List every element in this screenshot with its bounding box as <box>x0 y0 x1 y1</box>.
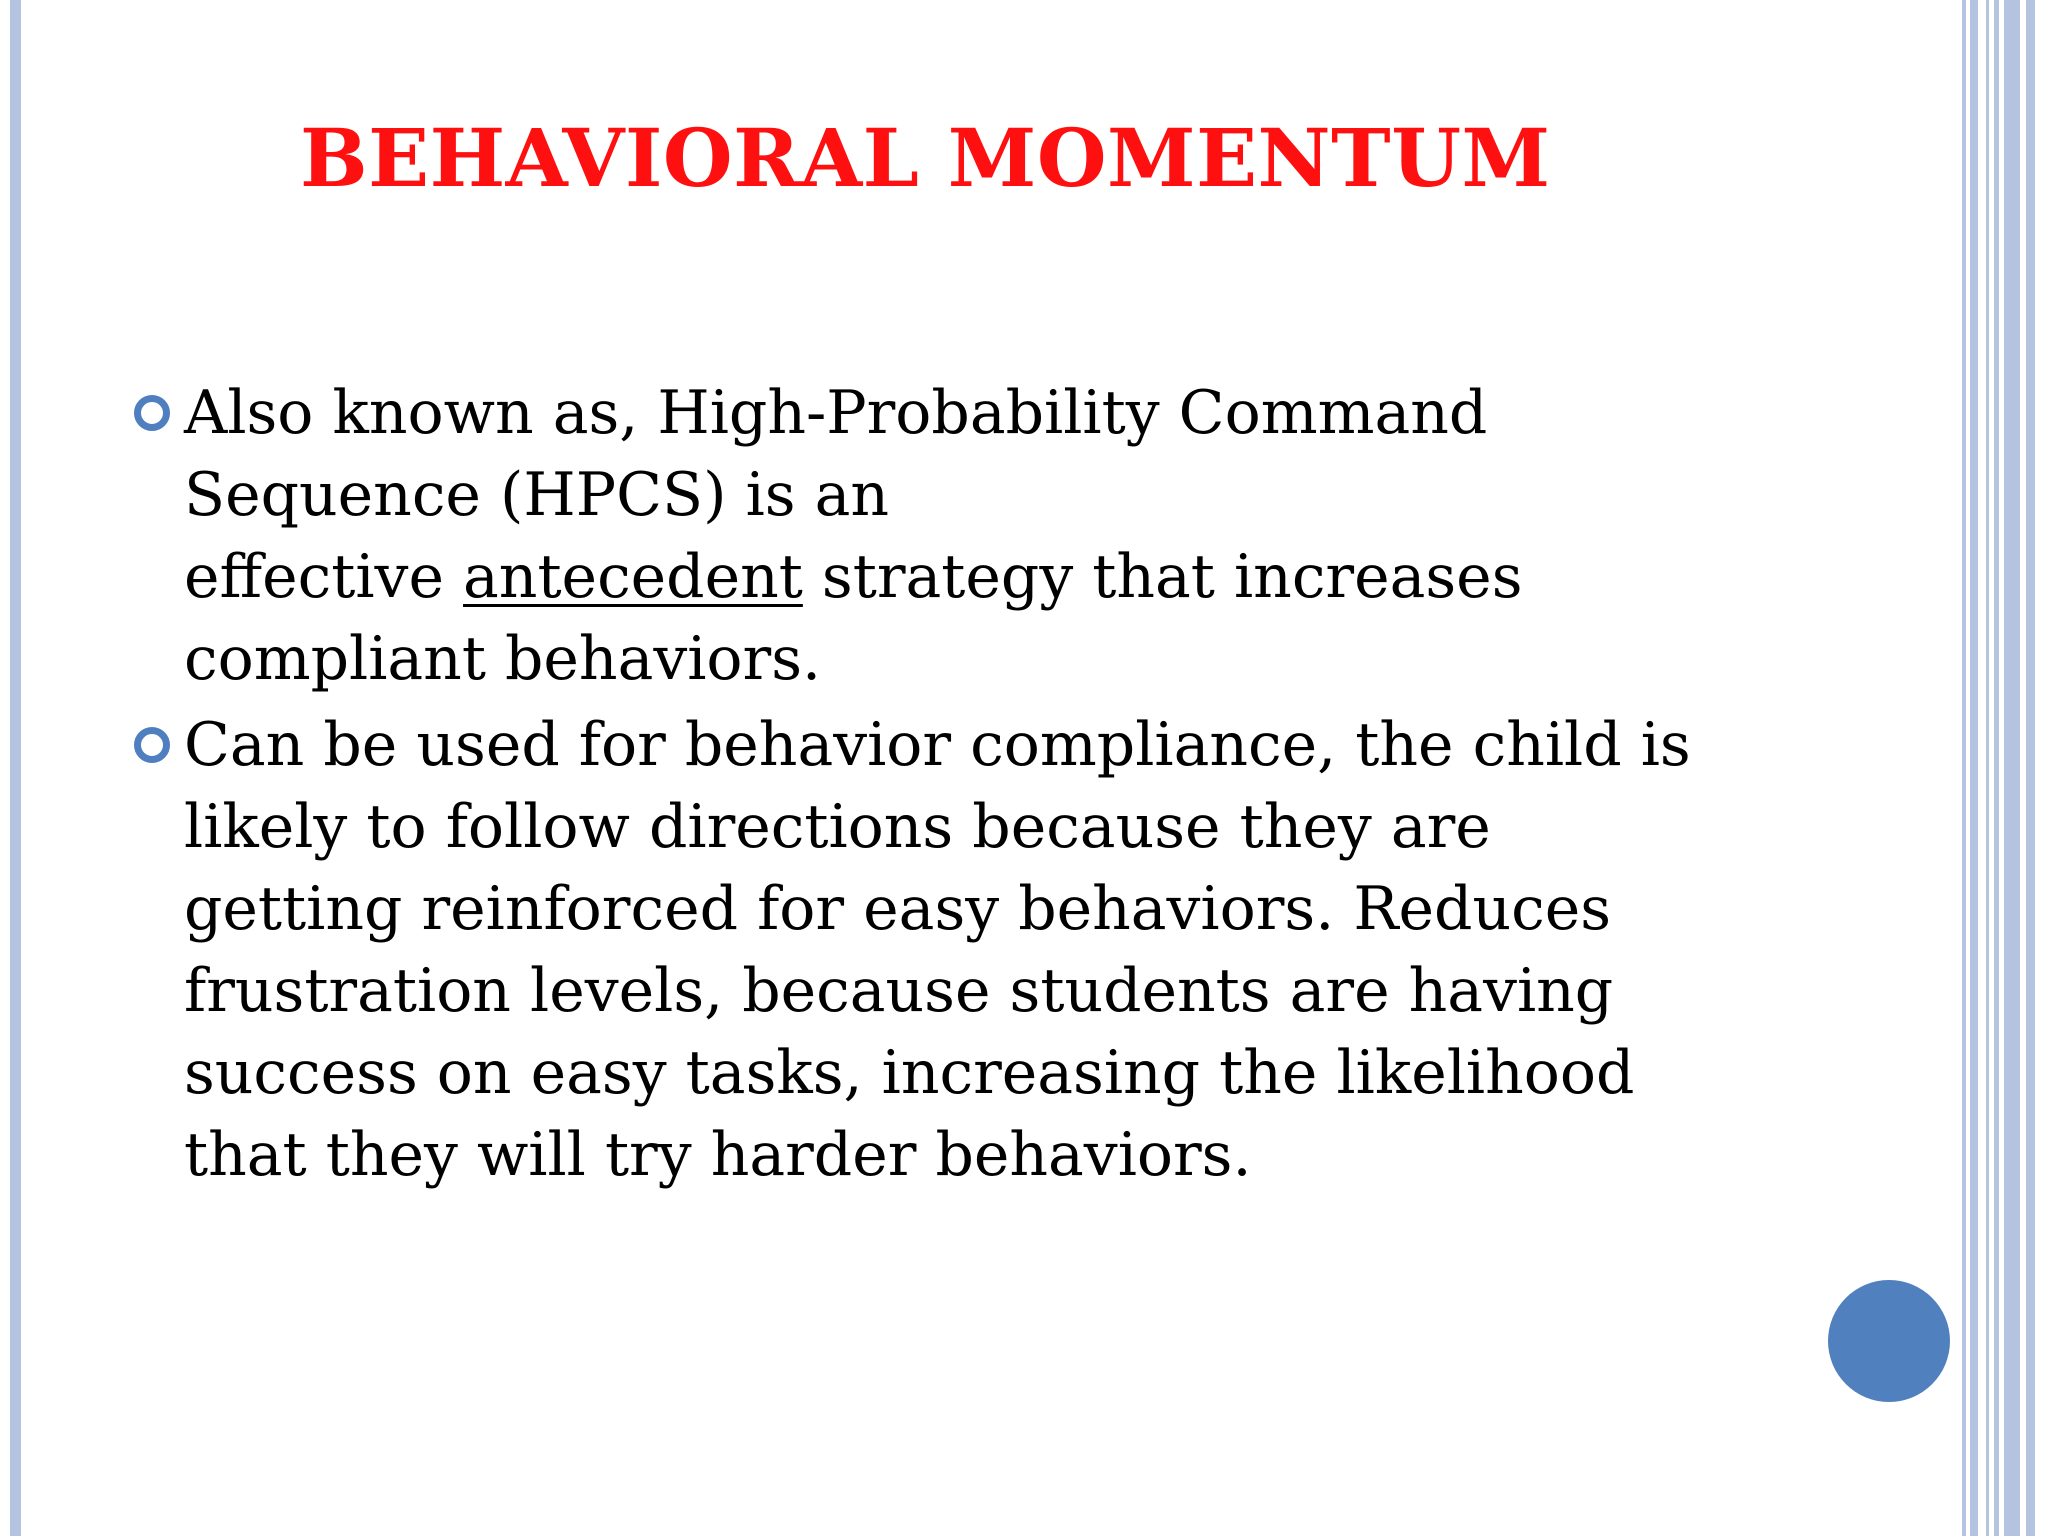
bullet-line: success on easy tasks, increasing the likelihood <box>184 1038 1635 1108</box>
circle-icon <box>1828 1280 1950 1402</box>
right-border-stripe <box>1970 0 1978 1536</box>
bullet-line: Can be used for behavior compliance, the child is <box>184 710 1691 780</box>
bullet-line: frustration levels, because students are having <box>184 956 1614 1026</box>
left-border-stripe <box>10 0 21 1536</box>
right-border-stripe <box>2026 0 2035 1536</box>
ring-bullet-icon <box>134 727 170 763</box>
bullet-text: strategy that increases <box>802 542 1523 612</box>
bullet-text: effective <box>184 542 464 612</box>
ring-bullet-icon <box>134 395 170 431</box>
bullet-item <box>134 372 1754 700</box>
bullet-line: that they will try harder behaviors. <box>184 1120 1252 1190</box>
bullet-line: Also known as, High-Probability Command <box>184 378 1488 448</box>
bullet-item <box>134 704 1754 1196</box>
bullet-line: Sequence (HPCS) is an <box>184 460 890 530</box>
bullet-line: likely to follow directions because they are <box>184 792 1491 862</box>
right-border-stripe <box>1994 0 1999 1536</box>
right-border-stripe <box>2004 0 2020 1536</box>
underlined-term: antecedent <box>463 542 803 612</box>
right-border-stripe <box>1962 0 1966 1536</box>
right-border-stripe <box>1986 0 1989 1536</box>
bullet-list <box>134 372 1754 1200</box>
bullet-line <box>184 536 1754 618</box>
bullet-line: compliant behaviors. <box>184 624 822 694</box>
bullet-line: getting reinforced for easy behaviors. Reduces <box>184 874 1611 944</box>
slide-title: BEHAVIORAL MOMENTUM <box>300 111 1551 205</box>
